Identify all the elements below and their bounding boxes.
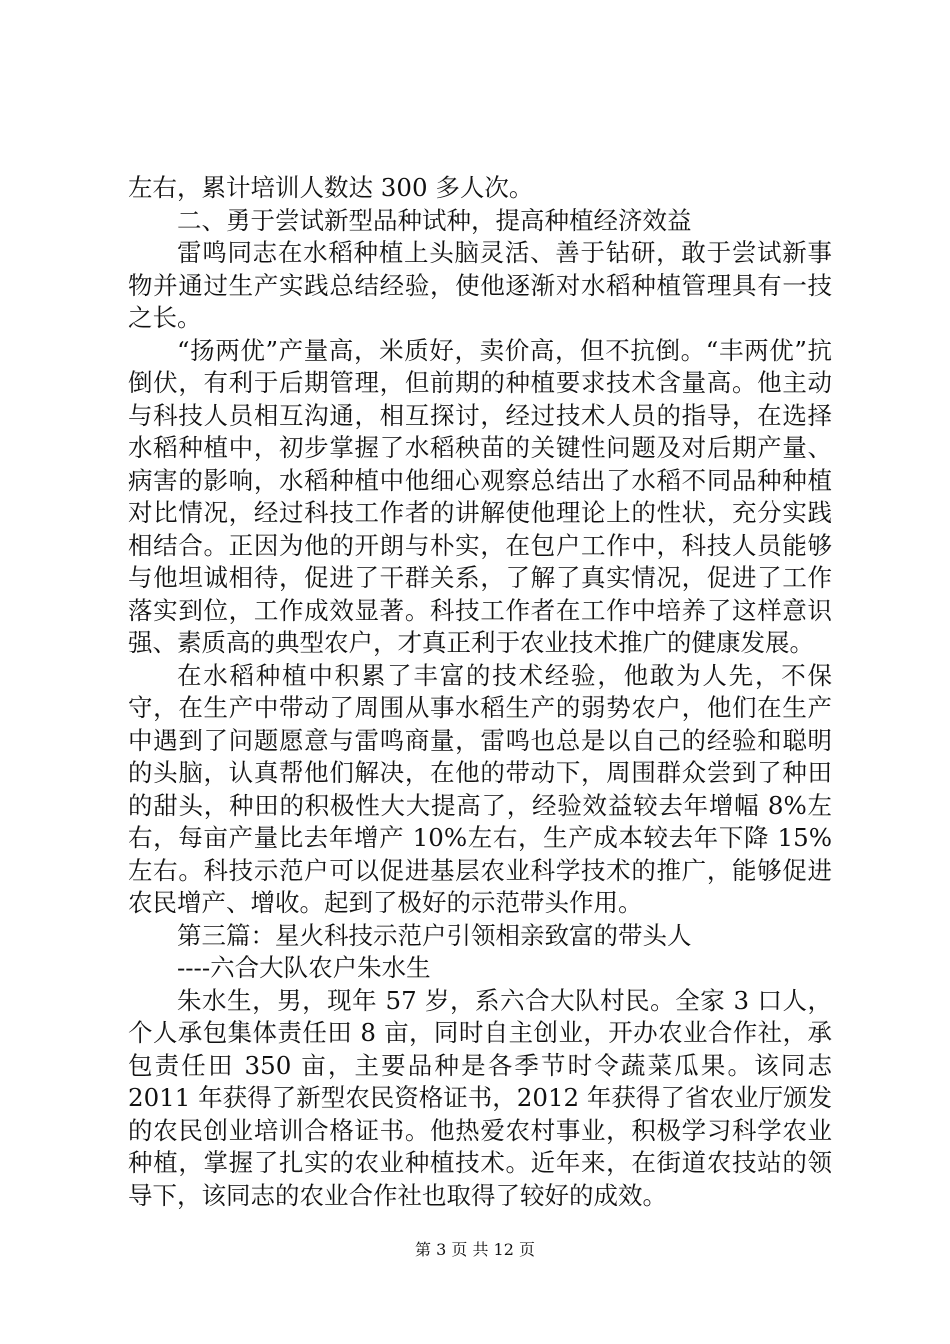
paragraph: 朱水生，男，现年 57 岁，系六合大队村民。全家 3 口人，个人承包集体责任田 8 亩，同时自主创业，开办农业合作社，承包责任田 350 亩，主要品种是各季节时令蔬菜瓜果。该同志 2011 年获得了新型农民资格证书，2012 年获得了省农业厅颁发的农民创业培训合格证书。他热爱农村事业，积极学习科学农业种植，掌握了扎实的农业种植技术。近年来，在街道农技站的领导下，该同志的农业合作社也取得了较好的成效。	[128, 985, 832, 1210]
section-heading-2: 二、勇于尝试新型品种试种，提高种植经济效益	[177, 205, 692, 235]
document-body	[128, 172, 832, 1212]
page-number-footer: 第 3 页 共 12 页	[415, 1240, 535, 1259]
paragraph: 雷鸣同志在水稻种植上头脑灵活、善于钻研，敢于尝试新事物并通过生产实践总结经验，使他逐渐对水稻种植管理具有一技之长。	[128, 238, 832, 332]
chapter-title: 第三篇：星火科技示范户引领相亲致富的带头人	[177, 920, 692, 950]
chapter-subtitle: ----六合大队农户朱水生	[177, 953, 431, 982]
paragraph: “扬两优”产量高，米质好，卖价高，但不抗倒。“丰两优”抗倒伏，有利于后期管理，但前期的种植要求技术含量高。他主动与科技人员相互沟通，相互探讨，经过技术人员的指导，在选择水稻种植中，初步掌握了水稻秧苗的关键性问题及对后期产量、病害的影响，水稻种植中他细心观察总结出了水稻不同品种种植对比情况，经过科技工作者的讲解使他理论上的性状，充分实践相结合。正因为他的开朗与朴实，在包户工作中，科技人员能够与他坦诚相待，促进了干群关系，了解了真实情况，促进了工作落实到位，工作成效显著。科技工作者在工作中培养了这样意识强、素质高的典型农户，才真正利于农业技术推广的健康发展。	[128, 335, 832, 657]
paragraph-continuation: 左右，累计培训人数达 300 多人次。	[128, 173, 534, 202]
paragraph: 在水稻种植中积累了丰富的技术经验，他敢为人先，不保守，在生产中带动了周围从事水稻生产的弱势农户，他们在生产中遇到了问题愿意与雷鸣商量，雷鸣也总是以自己的经验和聪明的头脑，认真帮他们解决，在他的带动下，周围群众尝到了种田的甜头，种田的积极性大大提高了，经验效益较去年增幅 8%左右，每亩产量比去年增产 10%左右，生产成本较去年下降 15%左右。科技示范户可以促进基层农业科学技术的推广，能够促进农民增产、增收。起到了极好的示范带头作用。	[128, 660, 832, 917]
